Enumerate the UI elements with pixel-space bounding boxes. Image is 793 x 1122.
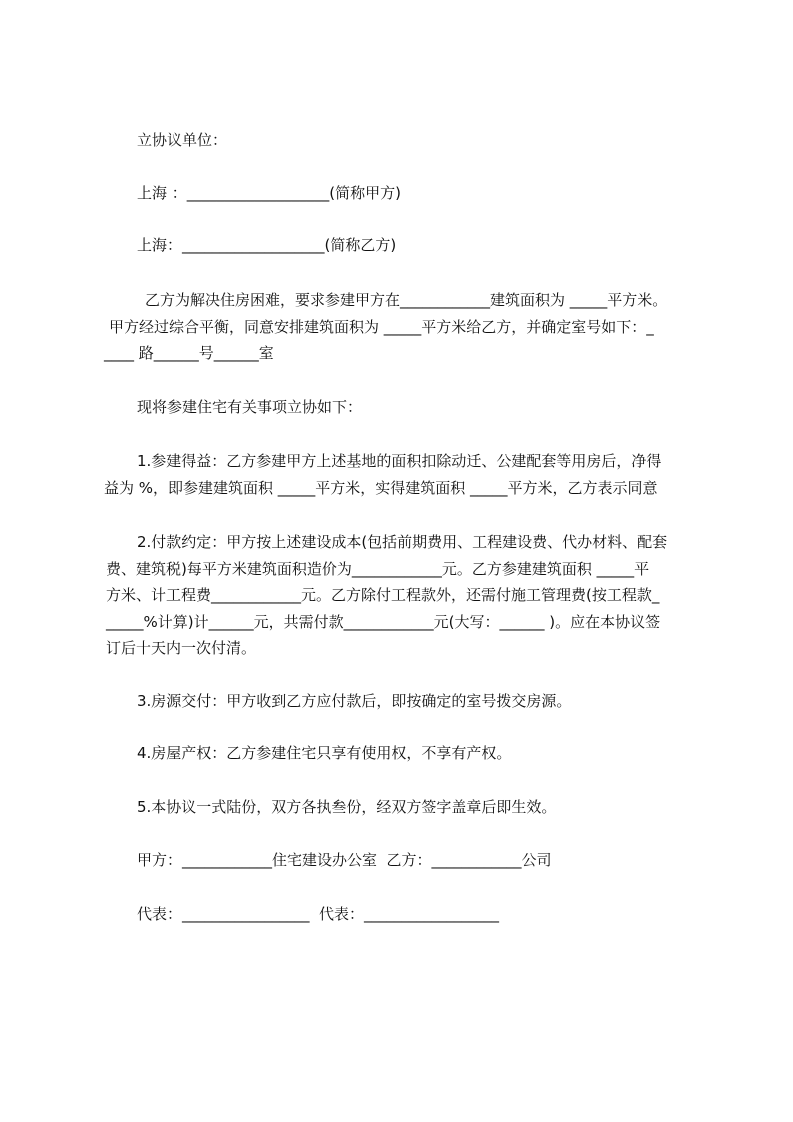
clause-1-line: 益为 %，即参建建筑面积 _____平方米，实得建筑面积 _____平方米，乙方表示同意 — [104, 479, 658, 497]
clause-5: 5.本协议一式陆份，双方各执叁份，经双方签字盖章后即生效。 — [137, 798, 557, 816]
clause-2-line: 订后十天内一次付清。 — [106, 639, 257, 657]
signature-representatives: 代表：_________________ 代表：__________________ — [137, 905, 500, 923]
clause-1-line: 1.参建得益：乙方参建甲方上述基地的面积扣除动迁、公建配套等用房后，净得 — [137, 452, 662, 470]
intro-line: ____ 路______号______室 — [104, 344, 274, 362]
clause-4: 4.房屋产权：乙方参建住宅只享有使用权，不享有产权。 — [137, 744, 512, 762]
party-a-line: 上海 ：___________________(简称甲方) — [137, 184, 401, 202]
title-line: 立协议单位： — [137, 131, 228, 149]
lead-in: 现将参建住宅有关事项立协如下： — [137, 398, 363, 416]
intro-line: 甲方经过综合平衡，同意安排建筑面积为 _____平方米给乙方，并确定室号如下：_ — [109, 318, 654, 336]
intro-line: 乙方为解决住房困难，要求参建甲方在____________建筑面积为 _____平方米。 — [145, 291, 668, 309]
signature-parties: 甲方：____________住宅建设办公室 乙方：____________公司 — [137, 851, 552, 869]
clause-2-line: 2.付款约定：甲方按上述建设成本(包括前期费用、工程建设费、代办材料、配套 — [137, 533, 668, 551]
clause-2-line: 方米、计工程费____________元。乙方除付工程款外，还需付施工管理费(按工程款_ — [106, 586, 660, 604]
party-b-line: 上海：___________________(简称乙方) — [137, 236, 397, 254]
clause-2-line: 费、建筑税)每平方米建筑面积造价为____________元。乙方参建建筑面积 _____平 — [106, 560, 650, 578]
clause-3: 3.房源交付：甲方收到乙方应付款后，即按确定的室号拨交房源。 — [137, 692, 572, 710]
clause-2-line: _____%计算)计______元，共需付款____________元(大写：______ )。应在本协议签 — [106, 613, 661, 631]
